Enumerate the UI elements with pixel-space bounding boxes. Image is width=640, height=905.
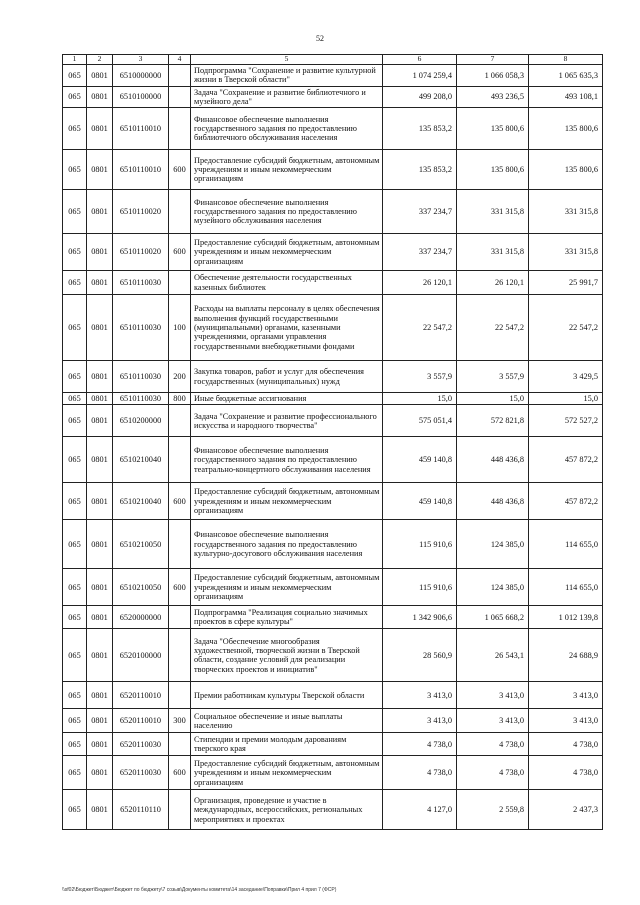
cell-item-name: Финансовое обеспечение выполнения государственного задания по предоставлению театрально-концертного обслуживания населения [191,437,383,483]
cell-item-name: Стипендии и премии молодым дарованиям тверского края [191,733,383,756]
cell-expense-type: 800 [169,393,191,405]
cell-amount-year-2: 4 738,0 [457,733,529,756]
cell-target-article: 6510110030 [113,271,169,295]
cell-item-name: Предоставление субсидий бюджетным, автономным учреждениям и иным некоммерческим организациям [191,756,383,790]
cell-amount-year-3: 25 991,7 [529,271,603,295]
cell-section-code: 0801 [87,295,113,361]
cell-section-code: 0801 [87,682,113,709]
table-row [63,520,603,569]
header-col-4: 4 [169,55,191,65]
cell-section-code: 0801 [87,271,113,295]
cell-amount-year-2: 135 800,6 [457,108,529,150]
cell-target-article: 6510000000 [113,65,169,87]
cell-target-article: 6520000000 [113,606,169,629]
table-row [63,271,603,295]
cell-expense-type: 600 [169,569,191,606]
cell-amount-year-2: 3 413,0 [457,682,529,709]
table-row [63,295,603,361]
cell-amount-year-3: 4 738,0 [529,756,603,790]
cell-target-article: 6520110010 [113,709,169,733]
cell-target-article: 6520110010 [113,682,169,709]
cell-amount-year-3: 114 655,0 [529,569,603,606]
cell-amount-year-2: 15,0 [457,393,529,405]
cell-item-name: Иные бюджетные ассигнования [191,393,383,405]
cell-section-code: 0801 [87,405,113,437]
cell-expense-type [169,606,191,629]
cell-expense-type [169,405,191,437]
header-col-6: 6 [383,55,457,65]
cell-amount-year-3: 1 012 139,8 [529,606,603,629]
table-row [63,629,603,682]
header-col-5: 5 [191,55,383,65]
cell-item-name: Предоставление субсидий бюджетным, автономным учреждениям и иным некоммерческим организациям [191,483,383,520]
cell-amount-year-1: 1 342 906,6 [383,606,457,629]
cell-amount-year-2: 493 236,5 [457,86,529,108]
table-row [63,790,603,830]
cell-amount-year-3: 493 108,1 [529,86,603,108]
cell-ministry-code: 065 [63,271,87,295]
cell-amount-year-1: 22 547,2 [383,295,457,361]
cell-ministry-code: 065 [63,65,87,87]
cell-amount-year-1: 3 557,9 [383,361,457,393]
cell-ministry-code: 065 [63,393,87,405]
cell-item-name: Задача "Сохранение и развитие библиотечного и музейного дела" [191,86,383,108]
cell-target-article: 6520110030 [113,756,169,790]
cell-item-name: Предоставление субсидий бюджетным, автономным учреждениям и иным некоммерческим организациям [191,569,383,606]
cell-amount-year-1: 337 234,7 [383,190,457,234]
cell-section-code: 0801 [87,733,113,756]
header-row [63,55,603,65]
cell-expense-type: 600 [169,483,191,520]
cell-item-name: Премии работникам культуры Тверской области [191,682,383,709]
table-row [63,234,603,271]
cell-item-name: Подпрограмма "Сохранение и развитие культурной жизни в Тверской области" [191,65,383,87]
cell-section-code: 0801 [87,709,113,733]
header-col-2: 2 [87,55,113,65]
cell-amount-year-3: 135 800,6 [529,150,603,190]
budget-table [62,54,603,830]
cell-item-name: Обеспечение деятельности государственных казенных библиотек [191,271,383,295]
cell-amount-year-2: 22 547,2 [457,295,529,361]
cell-amount-year-1: 4 738,0 [383,756,457,790]
cell-amount-year-2: 26 120,1 [457,271,529,295]
cell-target-article: 6510210040 [113,483,169,520]
cell-target-article: 6510110020 [113,190,169,234]
cell-item-name: Предоставление субсидий бюджетным, автономным учреждениям и иным некоммерческим организациям [191,150,383,190]
cell-amount-year-1: 575 051,4 [383,405,457,437]
cell-section-code: 0801 [87,483,113,520]
cell-ministry-code: 065 [63,108,87,150]
cell-ministry-code: 065 [63,150,87,190]
cell-amount-year-2: 1 065 668,2 [457,606,529,629]
cell-target-article: 6510210050 [113,520,169,569]
cell-target-article: 6510110030 [113,295,169,361]
table-row [63,361,603,393]
cell-expense-type: 200 [169,361,191,393]
cell-amount-year-3: 15,0 [529,393,603,405]
cell-amount-year-1: 459 140,8 [383,437,457,483]
cell-section-code: 0801 [87,629,113,682]
cell-ministry-code: 065 [63,361,87,393]
cell-section-code: 0801 [87,65,113,87]
cell-section-code: 0801 [87,86,113,108]
cell-target-article: 6510110010 [113,150,169,190]
cell-expense-type: 600 [169,150,191,190]
cell-ministry-code: 065 [63,190,87,234]
table-row [63,437,603,483]
cell-ministry-code: 065 [63,790,87,830]
cell-amount-year-1: 3 413,0 [383,709,457,733]
cell-expense-type [169,271,191,295]
cell-target-article: 6520110030 [113,733,169,756]
page-number: 52 [316,34,324,43]
header-col-7: 7 [457,55,529,65]
cell-amount-year-3: 3 413,0 [529,682,603,709]
cell-expense-type [169,190,191,234]
table-row [63,682,603,709]
cell-amount-year-1: 459 140,8 [383,483,457,520]
cell-expense-type [169,86,191,108]
cell-expense-type [169,733,191,756]
cell-section-code: 0801 [87,606,113,629]
cell-expense-type [169,520,191,569]
cell-expense-type: 600 [169,756,191,790]
cell-amount-year-1: 115 910,6 [383,520,457,569]
cell-item-name: Подпрограмма "Реализация социально значимых проектов в сфере культуры" [191,606,383,629]
cell-item-name: Расходы на выплаты персоналу в целях обеспечения выполнения функций государственными (муниципальными) органами, казенными учреждениями, органами управления государственными внебюджетными фондами [191,295,383,361]
cell-amount-year-2: 4 738,0 [457,756,529,790]
cell-section-code: 0801 [87,790,113,830]
cell-amount-year-3: 331 315,8 [529,190,603,234]
footer-file-path: \\sf02\Бюджет\Бюджет\Бюджет по бюджету\7 созыв\Документы комитета\14 заседание\Поправки\Прил 4 прил 7 (ФСР) [62,887,337,893]
cell-target-article: 6510110010 [113,108,169,150]
cell-target-article: 6510110030 [113,361,169,393]
cell-item-name: Задача "Сохранение и развитие профессионального искусства и народного творчества" [191,405,383,437]
cell-expense-type [169,682,191,709]
cell-expense-type: 300 [169,709,191,733]
cell-item-name: Финансовое обеспечение выполнения государственного задания по предоставлению музейного обслуживания населения [191,190,383,234]
cell-section-code: 0801 [87,150,113,190]
cell-amount-year-1: 1 074 259,4 [383,65,457,87]
header-col-3: 3 [113,55,169,65]
cell-amount-year-2: 3 413,0 [457,709,529,733]
cell-target-article: 6510110020 [113,234,169,271]
cell-amount-year-1: 135 853,2 [383,150,457,190]
cell-amount-year-1: 28 560,9 [383,629,457,682]
cell-expense-type: 100 [169,295,191,361]
table-row [63,393,603,405]
table-body [63,65,603,830]
cell-ministry-code: 065 [63,756,87,790]
cell-ministry-code: 065 [63,295,87,361]
cell-section-code: 0801 [87,190,113,234]
cell-expense-type [169,437,191,483]
header-col-1: 1 [63,55,87,65]
cell-ministry-code: 065 [63,569,87,606]
cell-expense-type [169,108,191,150]
cell-amount-year-2: 331 315,8 [457,190,529,234]
cell-amount-year-2: 448 436,8 [457,483,529,520]
cell-item-name: Финансовое обеспечение выполнения государственного задания по предоставлению культурно-досугового обслуживания населения [191,520,383,569]
cell-target-article: 6510100000 [113,86,169,108]
cell-target-article: 6510210040 [113,437,169,483]
cell-amount-year-1: 135 853,2 [383,108,457,150]
cell-amount-year-3: 457 872,2 [529,437,603,483]
cell-amount-year-2: 3 557,9 [457,361,529,393]
table-row [63,606,603,629]
cell-amount-year-1: 115 910,6 [383,569,457,606]
cell-ministry-code: 065 [63,86,87,108]
cell-section-code: 0801 [87,756,113,790]
table-row [63,569,603,606]
cell-amount-year-3: 4 738,0 [529,733,603,756]
cell-ministry-code: 065 [63,437,87,483]
table-row [63,190,603,234]
cell-section-code: 0801 [87,569,113,606]
cell-amount-year-1: 15,0 [383,393,457,405]
cell-amount-year-1: 4 738,0 [383,733,457,756]
cell-amount-year-2: 448 436,8 [457,437,529,483]
cell-item-name: Финансовое обеспечение выполнения государственного задания по предоставлению библиотечного обслуживания населения [191,108,383,150]
cell-ministry-code: 065 [63,629,87,682]
table-row [63,709,603,733]
cell-amount-year-2: 331 315,8 [457,234,529,271]
cell-expense-type [169,629,191,682]
cell-amount-year-1: 499 208,0 [383,86,457,108]
cell-item-name: Предоставление субсидий бюджетным, автономным учреждениям и иным некоммерческим организациям [191,234,383,271]
table-row [63,483,603,520]
cell-amount-year-3: 572 527,2 [529,405,603,437]
cell-section-code: 0801 [87,437,113,483]
cell-ministry-code: 065 [63,483,87,520]
cell-ministry-code: 065 [63,709,87,733]
table-row [63,150,603,190]
cell-amount-year-1: 4 127,0 [383,790,457,830]
cell-ministry-code: 065 [63,234,87,271]
cell-target-article: 6520110110 [113,790,169,830]
header-col-8: 8 [529,55,603,65]
cell-target-article: 6510200000 [113,405,169,437]
cell-item-name: Закупка товаров, работ и услуг для обеспечения государственных (муниципальных) нужд [191,361,383,393]
cell-target-article: 6510110030 [113,393,169,405]
cell-ministry-code: 065 [63,520,87,569]
cell-expense-type: 600 [169,234,191,271]
cell-section-code: 0801 [87,520,113,569]
cell-item-name: Организация, проведение и участие в международных, всероссийских, региональных мероприятиях и проектах [191,790,383,830]
cell-amount-year-3: 457 872,2 [529,483,603,520]
cell-amount-year-2: 572 821,8 [457,405,529,437]
table-row [63,756,603,790]
cell-section-code: 0801 [87,361,113,393]
cell-amount-year-2: 124 385,0 [457,569,529,606]
cell-amount-year-2: 135 800,6 [457,150,529,190]
cell-amount-year-3: 135 800,6 [529,108,603,150]
cell-amount-year-3: 3 413,0 [529,709,603,733]
table-row [63,108,603,150]
cell-amount-year-3: 114 655,0 [529,520,603,569]
cell-amount-year-1: 337 234,7 [383,234,457,271]
cell-target-article: 6520100000 [113,629,169,682]
cell-amount-year-2: 1 066 058,3 [457,65,529,87]
cell-amount-year-3: 22 547,2 [529,295,603,361]
cell-expense-type [169,790,191,830]
cell-amount-year-3: 3 429,5 [529,361,603,393]
cell-section-code: 0801 [87,393,113,405]
cell-ministry-code: 065 [63,682,87,709]
cell-expense-type [169,65,191,87]
cell-amount-year-2: 26 543,1 [457,629,529,682]
table-row [63,86,603,108]
cell-amount-year-2: 124 385,0 [457,520,529,569]
cell-ministry-code: 065 [63,733,87,756]
cell-amount-year-3: 24 688,9 [529,629,603,682]
cell-target-article: 6510210050 [113,569,169,606]
cell-amount-year-3: 1 065 635,3 [529,65,603,87]
table-row [63,733,603,756]
table-row [63,65,603,87]
cell-item-name: Задача "Обеспечение многообразия художественной, творческой жизни в Тверской области, создание условий для реализации творческих проектов и инициатив" [191,629,383,682]
cell-amount-year-3: 331 315,8 [529,234,603,271]
cell-ministry-code: 065 [63,405,87,437]
cell-section-code: 0801 [87,108,113,150]
cell-amount-year-1: 3 413,0 [383,682,457,709]
cell-item-name: Социальное обеспечение и иные выплаты населению [191,709,383,733]
cell-ministry-code: 065 [63,606,87,629]
table-row [63,405,603,437]
cell-section-code: 0801 [87,234,113,271]
cell-amount-year-1: 26 120,1 [383,271,457,295]
cell-amount-year-3: 2 437,3 [529,790,603,830]
cell-amount-year-2: 2 559,8 [457,790,529,830]
